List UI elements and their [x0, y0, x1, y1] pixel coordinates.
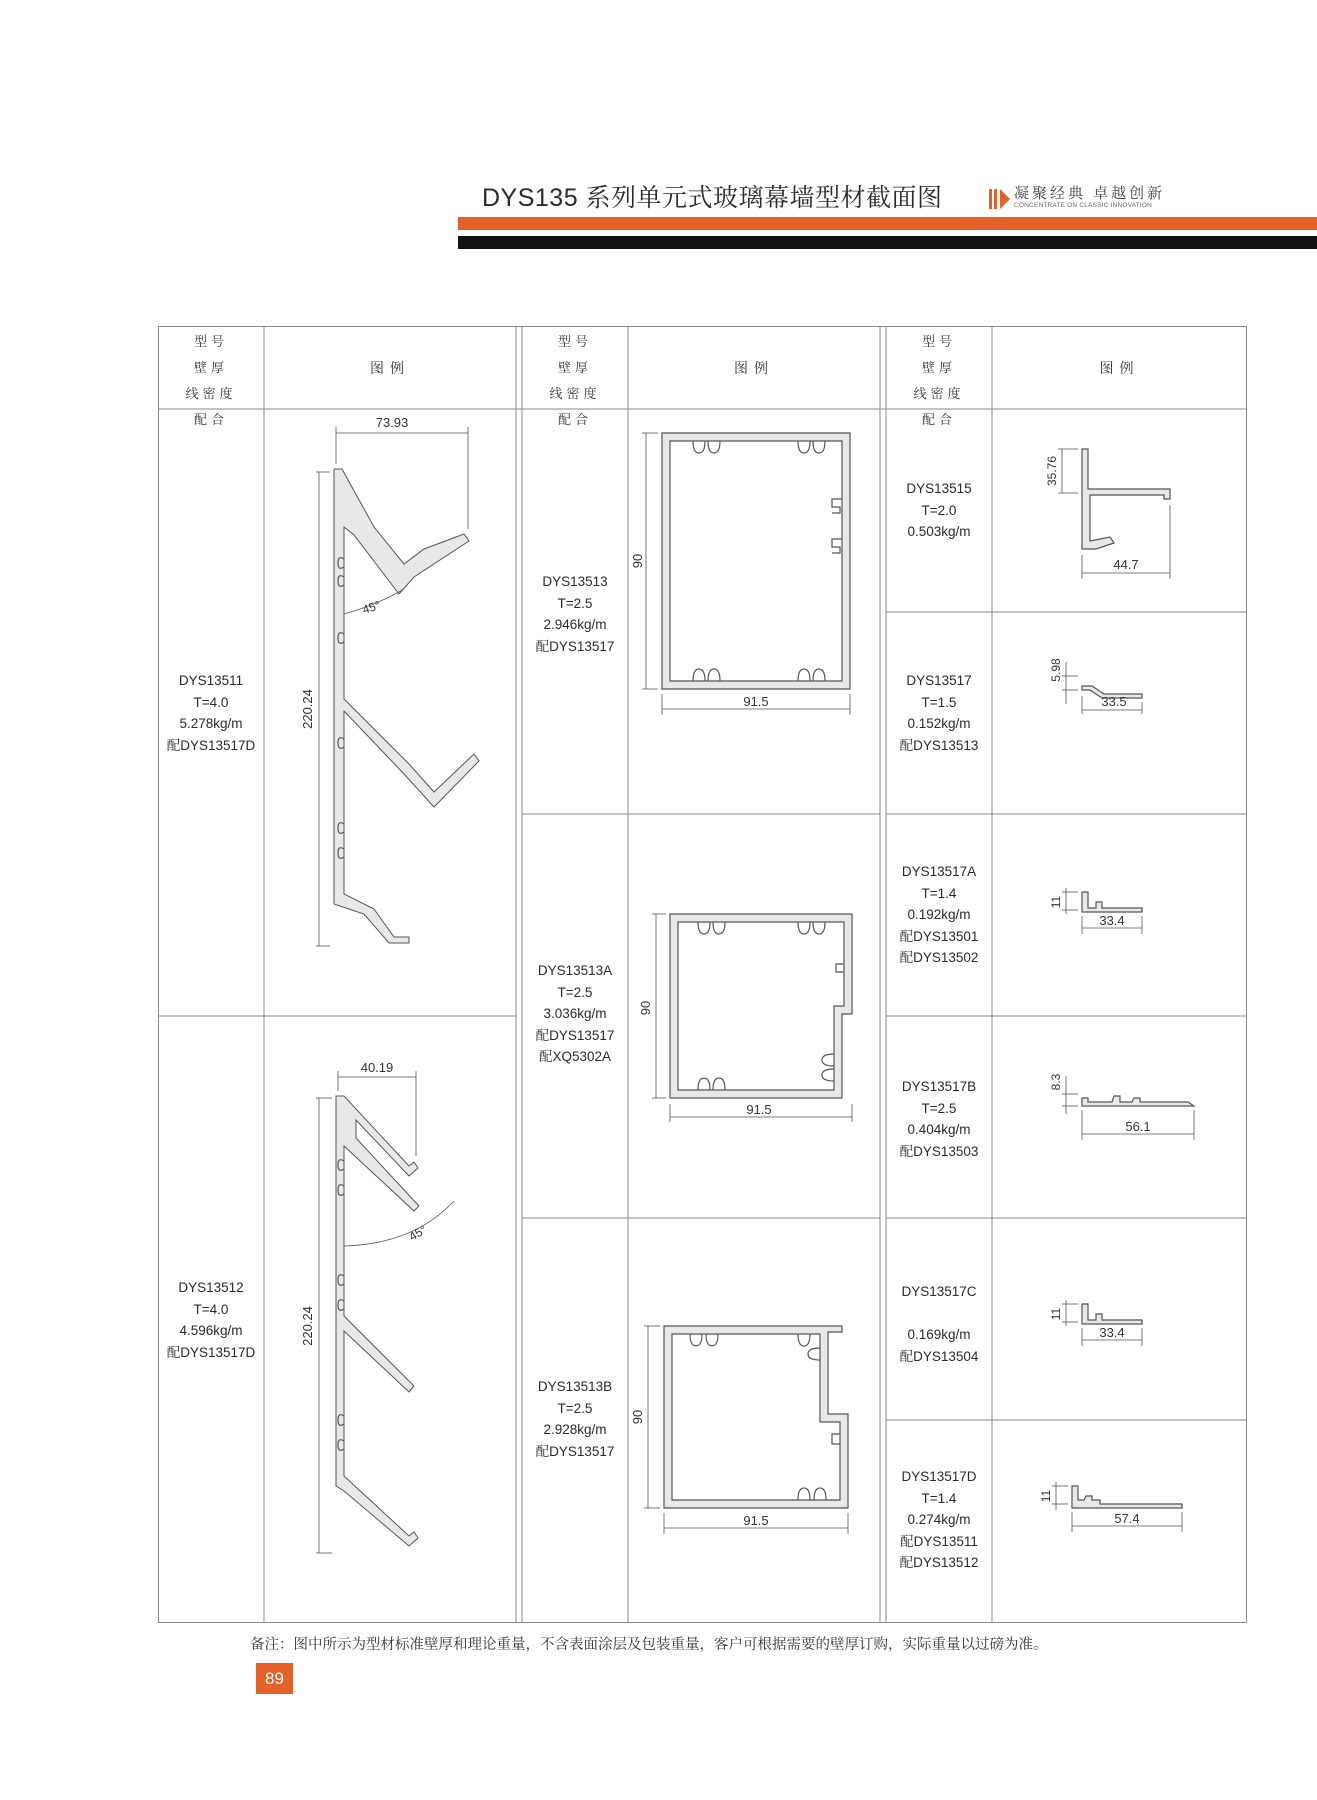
dim-width: 73.93 [375, 415, 409, 430]
profile-model: DYS13517B [901, 1079, 977, 1094]
profile-thickness: T=1.5 [921, 694, 957, 710]
profile-model: DYS13513A [537, 963, 613, 978]
profile-info-dys13511 [158, 670, 264, 756]
dim-height: 5.98 [1049, 658, 1063, 682]
dim-height: 35.76 [1045, 455, 1059, 487]
profile-density: 2.928kg/m [543, 1422, 607, 1437]
header-model: 型号 [921, 334, 956, 349]
brand-arrow-icon [988, 185, 1012, 213]
profile-model: DYS13517 [906, 673, 972, 688]
profile-density: 2.946kg/m [543, 617, 607, 632]
profile-drawing-dys13511 [264, 409, 516, 1016]
profile-density: 5.278kg/m [179, 716, 243, 731]
profile-info-dys13513b [522, 1376, 628, 1462]
header-figure-col2: 图例 [734, 360, 774, 376]
profile-thickness: T=4.0 [193, 694, 229, 710]
profile-thickness: T=2.0 [921, 502, 957, 518]
dim-width: 33.5 [1101, 694, 1127, 709]
page-number: 89 [256, 1663, 293, 1694]
dim-height: 220.24 [300, 1306, 315, 1346]
profile-thickness: T=4.0 [193, 1301, 229, 1317]
header-wall-thickness: 壁厚 [921, 360, 956, 375]
profile-drawing-dys13513 [628, 409, 880, 814]
profile-fitting: 配DYS13501 [899, 928, 979, 944]
profile-density: 0.503kg/m [907, 524, 971, 539]
profile-fitting: 配DYS13517D [166, 1344, 256, 1360]
profile-thickness [886, 1303, 992, 1325]
dim-width: 57.4 [1114, 1511, 1140, 1526]
profile-model: DYS13513B [537, 1379, 613, 1394]
profile-fitting-2: 配XQ5302A [538, 1049, 612, 1064]
slogan-english: CONCENTRATE ON CLASSIC INNOVATION [1014, 202, 1153, 209]
profile-density: 0.192kg/m [907, 907, 971, 922]
profile-density: 0.404kg/m [907, 1122, 971, 1137]
dim-width: 44.7 [1113, 557, 1139, 572]
profile-model: DYS13517C [901, 1284, 977, 1299]
header-fitting: 配合 [921, 412, 956, 427]
profile-info-dys13512 [158, 1277, 264, 1363]
dim-height: 220.24 [300, 689, 315, 729]
profile-drawing-dys13517a [992, 814, 1247, 1016]
dim-height: 8.3 [1049, 1073, 1063, 1091]
header-left-col2 [522, 326, 628, 433]
profile-thickness: T=2.5 [921, 1100, 957, 1116]
profile-fitting-2: 配DYS13502 [899, 950, 979, 965]
page-title: DYS135 系列单元式玻璃幕墙型材截面图 [482, 184, 943, 212]
dim-angle: 45° [360, 597, 383, 617]
profile-fitting: 配DYS13517D [166, 737, 256, 753]
profile-thickness: T=1.4 [921, 1490, 957, 1506]
dim-width: 33.4 [1099, 913, 1125, 928]
profile-info-dys13513a [522, 960, 628, 1068]
header-wall-thickness: 壁厚 [193, 360, 228, 375]
profile-model: DYS13512 [178, 1280, 244, 1295]
profile-density: 4.596kg/m [179, 1323, 243, 1338]
profile-drawing-dys13517d [992, 1420, 1247, 1623]
profile-model: DYS13515 [906, 481, 972, 496]
dim-width: 33.4 [1099, 1325, 1125, 1340]
header-fitting: 配合 [557, 412, 592, 427]
slogan-chinese: 凝聚经典 卓越创新 [1014, 185, 1166, 202]
dim-width: 40.19 [360, 1060, 394, 1075]
profile-info-dys13517a [886, 861, 992, 969]
footnote: 备注：图中所示为型材标准壁厚和理论重量，不含表面涂层及包装重量，客户可根据需要的壁厚订购，实际重量以过磅为准。 [250, 1637, 1048, 1653]
profile-model: DYS13517A [901, 864, 977, 879]
profile-fitting: 配DYS13503 [899, 1143, 979, 1159]
header-linear-density: 线密度 [185, 386, 237, 401]
header-figure-col1: 图例 [370, 360, 410, 376]
profile-drawing-dys13515 [992, 409, 1247, 612]
header-figure-col3: 图例 [1099, 360, 1140, 376]
profile-info-dys13517d [886, 1466, 992, 1574]
header-linear-density: 线密度 [549, 386, 601, 401]
profile-drawing-dys13512 [264, 1016, 516, 1623]
profile-thickness: T=1.4 [921, 885, 957, 901]
profile-info-dys13513 [522, 571, 628, 657]
profile-drawing-dys13517b [992, 1016, 1247, 1218]
profile-drawing-dys13517c [992, 1218, 1247, 1420]
profile-fitting: 配DYS13517 [535, 638, 615, 654]
header-model: 型号 [557, 334, 592, 349]
profile-fitting: 配DYS13517 [535, 1027, 615, 1043]
profile-drawing-dys13513a [628, 814, 880, 1218]
profile-info-dys13517b [886, 1076, 992, 1162]
dim-height: 90 [630, 553, 645, 569]
profile-thickness: T=2.5 [557, 595, 593, 611]
header-fitting: 配合 [193, 412, 228, 427]
dim-width: 91.5 [746, 1102, 772, 1117]
dim-width: 56.1 [1125, 1119, 1151, 1134]
header-black-band [458, 236, 1317, 249]
header-linear-density: 线密度 [913, 386, 965, 401]
dim-height: 11 [1049, 895, 1063, 909]
profile-fitting: 配DYS13511 [900, 1533, 978, 1549]
dim-width: 91.5 [743, 694, 769, 709]
brand-logo [988, 182, 1188, 216]
dim-angle: 45° [406, 1222, 430, 1244]
profile-density: 0.152kg/m [907, 716, 971, 731]
header-left-col1 [158, 326, 264, 433]
profile-model: DYS13511 [178, 673, 244, 688]
profile-info-dys13517 [886, 670, 992, 756]
profile-drawing-dys13513b [628, 1218, 880, 1623]
header-wall-thickness: 壁厚 [557, 360, 592, 375]
profile-density: 3.036kg/m [543, 1006, 607, 1021]
profile-info-dys13517c [886, 1281, 992, 1367]
dim-height: 90 [638, 1000, 653, 1016]
profile-spec-table [158, 326, 1247, 1623]
profile-model: DYS13517D [901, 1469, 977, 1484]
profile-model: DYS13513 [542, 574, 608, 589]
profile-fitting: 配DYS13504 [899, 1348, 979, 1364]
dim-height: 90 [630, 1409, 645, 1425]
header-orange-band [458, 217, 1317, 230]
profile-fitting: 配DYS13517 [535, 1443, 615, 1459]
profile-fitting-2: 配DYS13512 [899, 1555, 979, 1570]
header-left-col3 [886, 326, 992, 433]
profile-fitting: 配DYS13513 [899, 737, 979, 753]
profile-thickness: T=2.5 [557, 1400, 593, 1416]
profile-density: 0.274kg/m [907, 1512, 971, 1527]
dim-height: 11 [1049, 1307, 1063, 1321]
profile-info-dys13515 [886, 478, 992, 543]
profile-thickness: T=2.5 [557, 984, 593, 1000]
dim-width: 91.5 [743, 1513, 769, 1528]
profile-drawing-dys13517 [992, 612, 1247, 814]
dim-height: 11 [1039, 1489, 1053, 1503]
header-model: 型号 [193, 334, 228, 349]
profile-density: 0.169kg/m [907, 1327, 971, 1342]
